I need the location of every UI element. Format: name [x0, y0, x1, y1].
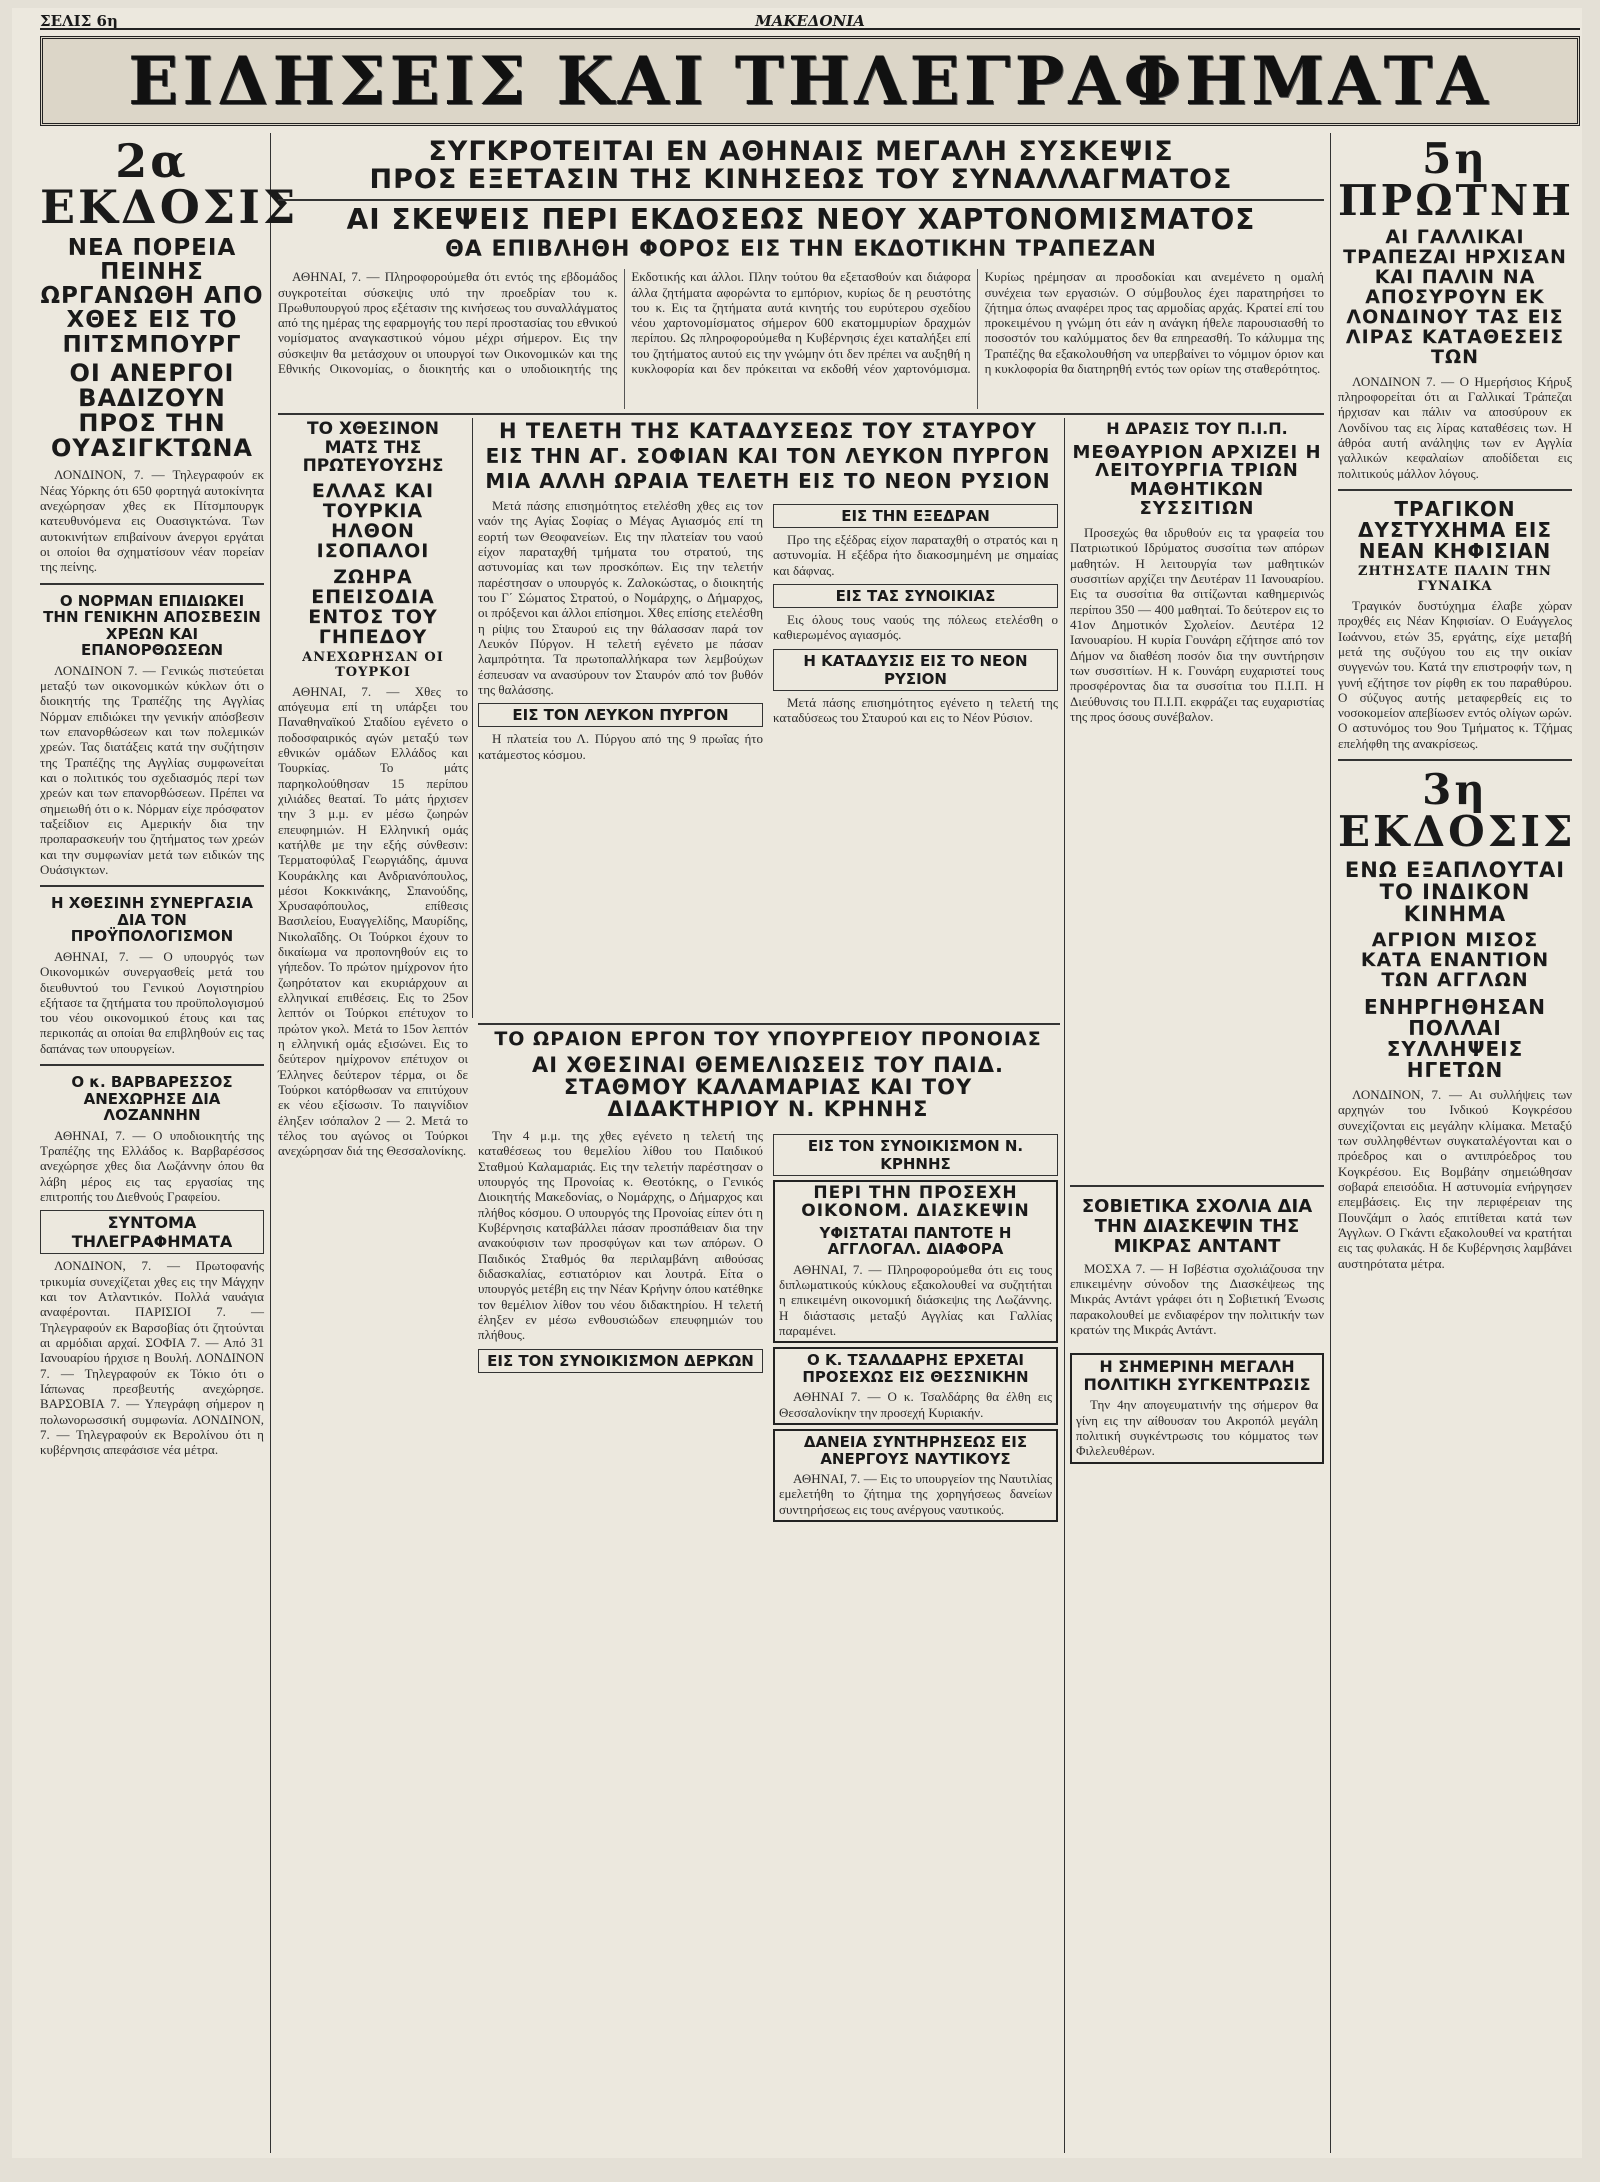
text-column — [773, 498, 1058, 762]
top-strip — [40, 8, 1580, 30]
boxed-article — [773, 1180, 1058, 1343]
kicker: ΖΗΤΗΣΑΤΕ ΠΑΛΙΝ ΤΗΝ ΓΥΝΑΙΚΑ — [1358, 563, 1552, 594]
page-number: ΣΕΛΙΣ 6η — [40, 12, 118, 30]
subheading: ΕΙΣ ΤΑΣ ΣΥΝΟΙΚΙΑΣ — [773, 584, 1058, 608]
divider — [1070, 1185, 1324, 1187]
article-columns — [478, 1128, 1058, 1526]
divider — [1338, 759, 1572, 761]
col-rule — [472, 418, 473, 1018]
edition-label: 3η ΕΚΔΟΣΙΣ — [1338, 765, 1576, 857]
headline: ΕΛΛΑΣ ΚΑΙ ΤΟΥΡΚΙΑ ΗΛΘΟΝ ΙΣΟΠΑΛΟΙ — [311, 480, 435, 562]
headline: ΥΦΙΣΤΑΤΑΙ ΠΑΝΤΟΤΕ Η ΑΓΓΛΟΓΑΛ. ΔΙΑΦΟΡΑ — [819, 1223, 1012, 1259]
divider — [478, 1023, 1060, 1025]
article-body: Προσεχώς θα ιδρυθούν εις τα γραφεία του Πατριωτικού Ιδρύματος συσσίτια των απόρων μαθητών. Η λειτουργία των μαθητικών συσσιτίων αρχίζει την Δευτέραν 11 Ιανουαρίου. Εις τα συσσίτια θα σιτίζωνται καθημερινώς περίπου 350 — 400 μαθηταί. Το δεύτερον εις το 41ον Δημοτικόν Σχολείον. Δευτέρα 12 Ιανουαρίου. Η κυρία Γουνάρη εζήτησε από τον Δήμον να διαθέση ποσόν δια την συντήρησιν των συσσιτίων. Η κ. Γουνάρη ευχαριστεί τους προσφέροντας δια τα συσσίτια του Π.Ι.Π. Η Διεύθυνσις του Π.Ι.Π. εκφράζει τας ευχαριστίας της προς όσους συνέβαλον. — [1070, 525, 1324, 725]
masthead — [40, 36, 1580, 126]
subheading: Η ΚΑΤΑΔΥΣΙΣ ΕΙΣ ΤΟ ΝΕΟΝ ΡΥΣΙΟΝ — [773, 649, 1058, 691]
divider — [40, 1064, 264, 1066]
headline: ΜΙΑ ΑΛΛΗ ΩΡΑΙΑ ΤΕΛΕΤΗ ΕΙΣ ΤΟ ΝΕΟΝ ΡΥΣΙΟΝ — [485, 469, 1051, 494]
divider — [1338, 489, 1572, 491]
headline: ΑΙ ΣΚΕΨΕΙΣ ΠΕΡΙ ΕΚΔΟΣΕΩΣ ΝΕΟΥ ΧΑΡΤΟΝΟΜΙΣΜΑΤΟΣ — [278, 199, 1324, 234]
headline: ΟΙ ΑΝΕΡΓΟΙ ΒΑΔΙΖΟΥΝ ΠΡΟΣ ΤΗΝ ΟΥΑΣΙΓΚΤΩΝΑ — [50, 358, 253, 463]
article-body: ΑΘΗΝΑΙ, 7. — Ο υπουργός των Οικονομικών συνεργασθείς μετά του διευθυντού του Γενικού Λογιστηρίου εξήτασε τα ζητήματα του προϋπολογισμού του νέου οικονομικού έτους και τας περικοπάς αι οποίαι θα επιβληθούν εις τας δαπάνας των υπουργείων. — [40, 948, 264, 1056]
left-column — [40, 134, 299, 2153]
headline: ΕΝΗΡΓΗΘΗΣΑΝ ΠΟΛΛΑΙ ΣΥΛΛΗΨΕΙΣ ΗΓΕΤΩΝ — [1364, 995, 1546, 1083]
article-body: ΛΟΝΔΙΝΟΝ, 7. — Αι συλλήψεις των αρχηγών του Ινδικού Κογκρέσου συνεχίζονται εις μεγάλην κλίμακα. Μεταξύ των συλληφθέντων συγκαταλέγονται και ο πρόεδρος και ο αντιπρόεδρος του Κογκρέσου. Εις Βομβάην σημειώθησαν σοβαρά επεισόδια. Η αστυνομία ενήργησεν επεμβάσεις. Εις την περιφέρειαν της Πουνζάμπ ο λαός επιτίθεται κατά των Άγγλων. Ο Γκάντι εξακολουθεί να κρατήται εις τας φυλακάς. Η δε Κυβέρνησις λαμβάνει αυστηρότατα μέτρα. — [1338, 1087, 1572, 1271]
article-body: ΑΘΗΝΑΙ, 7. — Ο υποδιοικητής της Τραπέζης της Ελλάδος κ. Βαρβαρέσσος ανεχώρησε χθες δια Λωζάννην όπου θα λάβη μέρος εις τας εργασίας της επιτροπής του Διεθνούς Γραφείου. — [40, 1127, 264, 1204]
center-top-story — [278, 138, 1324, 408]
article-body: ΑΘΗΝΑΙ 7. — Ο κ. Τσαλδάρης θα έλθη εις Θεσσαλονίκην την προσεχή Κυριακήν. — [779, 1389, 1052, 1420]
subheading: ΕΙΣ ΤΗΝ ΕΞΕΔΡΑΝ — [773, 504, 1058, 528]
headline: ΤΡΑΓΙΚΟΝ ΔΥΣΤΥΧΗΜΑ ΕΙΣ ΝΕΑΝ ΚΗΦΙΣΙΑΝ — [1357, 496, 1552, 563]
newspaper-page — [12, 8, 1582, 2158]
boxed-article — [773, 1429, 1058, 1522]
article-body: Προ της εξέδρας είχον παραταχθή ο στρατός και η αστυνομία. Η εξέδρα ήτο διακοσμημένη με σημαίας και δάφνας. — [773, 532, 1058, 578]
pip-column — [1070, 420, 1324, 2155]
headline: ΕΝΩ ΕΞΑΠΛΟΥΤΑΙ ΤΟ ΙΝΔΙΚΟΝ ΚΙΝΗΜΑ — [1344, 858, 1566, 927]
text-column — [478, 498, 763, 762]
headline: ΔΑΝΕΙΑ ΣΥΝΤΗΡΗΣΕΩΣ ΕΙΣ ΑΝΕΡΓΟΥΣ ΝΑΥΤΙΚΟΥΣ — [803, 1433, 1028, 1468]
article-body: Εις όλους τους ναούς της πόλεως ετελέσθη ο καθιερωμένος αγιασμός. — [773, 612, 1058, 643]
article-columns — [478, 498, 1058, 762]
headline: Η ΣΗΜΕΡΙΝΗ ΜΕΓΑΛΗ ΠΟΛΙΤΙΚΗ ΣΥΓΚΕΝΤΡΩΣΙΣ — [1083, 1357, 1311, 1394]
headline: Η ΔΡΑΣΙΣ ΤΟΥ Π.Ι.Π. — [1106, 419, 1288, 438]
edition-label: 5η ΠΡΩΤΝΗ — [1338, 134, 1574, 225]
headline: ΠΡΟΣ ΕΞΕΤΑΣΙΝ ΤΗΣ ΚΙΝΗΣΕΩΣ ΤΟΥ ΣΥΝΑΛΛΑΓΜΑΤΟΣ — [369, 164, 1233, 196]
masthead-title: ΕΙΔΗΣΕΙΣ ΚΑΙ ΤΗΛΕΓΡΑΦΗΜΑΤΑ — [128, 42, 1492, 120]
article-body: Τραγικόν δυστύχημα έλαβε χώραν προχθές εις Νέαν Κηφισίαν. Ο Ευάγγελος Ιωάννου, ετών 35, εργάτης, είχε μεταβή μετά της συζύγου του εις την οικίαν συγγενών του. Κατά την επιστροφήν των, η γυνή εζήτησε τον ρίφθη εκ του παραθύρου. Ο σύζυγος αυτής μεταφερθείς εις το νοσοκομείον απεβίωσεν εντός ολίγων ωρών. Ο αστυνόμος του 9ου Τμήματος κ. Τζήμας επελήφθη της ανακρίσεως. — [1338, 597, 1572, 751]
article-body: Την 4 μ.μ. της χθες εγένετο η τελετή της καταθέσεως του θεμελίου λίθου του Παιδικού Σταθμού Καλαμαριάς. Εις την τελετήν παρέστησαν ο υπουργός της Προνοίας κ. Θεοτόκης, ο Γενικός Διοικητής Μακεδονίας, ο Νομάρχης, ο Δήμαρχος και πλήθος κόσμου. Ο υπουργός της Προνοίας είπεν ότι η Κυβέρνησις καταβάλλει πάσαν προσπάθειαν δια την ανακούφισιν των προσφύγων και των απόρων. Ο Παιδικός Σταθμός θα περιλαμβάνη αιθούσας διδασκαλίας, εστιατόριον και λουτρά. Είτα ο υπουργός μετέβη εις την Νέαν Κρήνην όπου κατέθηκε τον θεμέλιον λίθον του νέου διδακτηρίου. Η τελετή έληξεν εν μέσω ενθουσιώδων επευφημιών του πλήθους. — [478, 1128, 763, 1343]
subheading: ΕΙΣ ΤΟΝ ΣΥΝΟΙΚΙΣΜΟΝ ΔΕΡΚΩΝ — [478, 1349, 763, 1373]
headline: Η ΤΕΛΕΤΗ ΤΗΣ ΚΑΤΑΔΥΣΕΩΣ ΤΟΥ ΣΤΑΥΡΟΥ — [499, 419, 1037, 443]
article-body: Μετά πάσης επισημότητος ετελέσθη χθες εις τον ναόν της Αγίας Σοφίας ο Μέγας Αγιασμός επί τη εορτή των Θεοφανείων. Εις την πλατείαν του ναού είχον παραταχθή τμήματα του στρατού, της αστυνομίας και των προσκόπων. Εις την τελετήν παρέστησαν ο υπουργός κ. Ζαλοκώστας, ο διοικητής του Γ΄ Σώματος Στρατού, ο Νομάρχης, ο Δήμαρχος, οι πρόξενοι και άλλοι επίσημοι. Χθες επίσης ετελέσθη η ρίψις του Σταυρού εις την θάλασσαν παρά τον Λευκόν Πύργον. Η τελετή εγένετο με πάσαν λαμπρότητα. Τα πρωτοπαλλήκαρα των λεμβούχων έσπευσαν να ανασύρουν τον Σταυρόν από τον βυθόν της θαλάσσης. — [478, 498, 763, 697]
headline: Ο Κ. ΤΣΑΛΔΑΡΗΣ ΕΡΧΕΤΑΙ ΠΡΟΣΕΧΩΣ ΕΙΣ ΘΕΣΣΝΙΚΗΝ — [802, 1351, 1029, 1386]
article-body: ΑΘΗΝΑΙ, 7. — Εις το υπουργείον της Ναυτιλίας εμελετήθη το ζήτημα της χορηγήσεως δανείων συντηρήσεως εις τους ανέργους ναυτικούς. — [779, 1471, 1052, 1517]
col-rule — [270, 133, 271, 2153]
subheading: ΕΙΣ ΤΟΝ ΛΕΥΚΟΝ ΠΥΡΓΟΝ — [478, 703, 763, 727]
article-body: ΛΟΝΔΙΝΟΝ 7. — Ο Ημερήσιος Κήρυξ πληροφορείται ότι αι Γαλλικαί Τράπεζαι ήρχισαν και πάλιν να αποσύρουν εκ Λονδίνου τας εις λίρας καταθέσεις των. Η άθρόα αυτή ανάληψις των εν Αγγλία γαλλικών κεφαλαίων αποδίδεται εις πολιτικούς μάλλον λόγους. — [1338, 373, 1572, 481]
football-article — [278, 420, 468, 1580]
top-rule — [40, 28, 1580, 30]
kicker: ΑΝΕΧΩΡΗΣΑΝ ΟΙ ΤΟΥΡΚΟΙ — [302, 649, 444, 680]
headline: ΖΩΗΡΑ ΕΠΕΙΣΟΔΙΑ ΕΝΤΟΣ ΤΟΥ ΓΗΠΕΔΟΥ — [308, 565, 438, 648]
headline: ΣΟΒΙΕΤΙΚΑ ΣΧΟΛΙΑ ΔΙΑ ΤΗΝ ΔΙΑΣΚΕΨΙΝ ΤΗΣ ΜΙΚΡΑΣ ΑΝΤΑΝΤ — [1081, 1196, 1313, 1257]
article-body: ΛΟΝΔΙΝΟΝ, 7. — Τηλεγραφούν εκ Νέας Υόρκης ότι 650 φορτηγά αυτοκίνητα ανεχώρησαν χθες εκ Πίτσμπουργκ κατευθυνόμενα εις Ουασιγκτώνα. Των αυτοκινήτων επιβαίνουν άνεργοι εργάται οι οποίοι θα σχηματίσουν νέαν πορείαν της πείνης. — [40, 467, 264, 575]
headline: ΑΙ ΧΘΕΣΙΝΑΙ ΘΕΜΕΛΙΩΣΕΙΣ ΤΟΥ ΠΑΙΔ. ΣΤΑΘΜΟΥ ΚΑΛΑΜΑΡΙΑΣ ΚΑΙ ΤΟΥ ΔΙΔΑΚΤΗΡΙΟΥ Ν. ΚΡΗΝΗΣ — [532, 1052, 1004, 1122]
headline: ΣΥΝΤΟΜΑ ΤΗΛΕΓΡΑΦΗΜΑΤΑ — [40, 1210, 264, 1254]
article-body: ΑΘΗΝΑΙ, 7. — Χθες το απόγευμα επί τη υπάρξει του Παναθηναϊκού Σταδίου εγένετο ο ποδοσφαιρικός αγών μεταξύ των εθνικών ομάδων Ελλάδος και Τουρκίας. Το μάτς παρηκολούθησαν 15 περίπου χιλιάδες θεαταί. Το μάτς ήρχισεν την 3 μ.μ. εν μέσω ζωηρών επευφημιών. Η Ελληνική ομάς κατήλθε με την εξής σύνθεσιν: Τερματοφύλαξ Γεωργιάδης, άμυνα Κουράκλης και Ανδριανόπουλος, μέσοι Κοκκινάκης, Σπανούδης, Χρυσαφόπουλος, επίθεσις Βασιλείου, Ευαγγελίδης, Μαυρίδης, Νικολαΐδης. Οι Τούρκοι έχουν το δικαίωμα να προπονηθούν εις το γήπεδον. Το πρώτον ημίχρονον ήτο ζωηρότατον και εκυριάρχουν αι ελληνικαί επιθέσεις. Εις το 25ον λεπτόν οι Τούρκοι επέτυχον το πρώτον γκολ. Μετά το 15ον λεπτόν η ελληνική ομάς εξισώνει. Εις το δεύτερον ημίχρονον επέτυχον οι Έλληνες δεύτερον τέρμα, οι δε Τούρκοι κατόρθωσαν να επιτύχουν εκ νέου εξίσωσιν. Το παιγνίδιον έληξεν ισόπαλον 2 — 2. Μετά το τέλος του αγώνος οι Τούρκοι ανεχώρησαν διά της Θεσσαλονίκης. — [278, 683, 468, 1159]
article-body: ΑΘΗΝΑΙ, 7. — Πληροφορούμεθα ότι εντός της εβδομάδος συγκροτείται σύσκεψις υπό την προεδρίαν του κ. Πρωθυπουργού προς εξέτασιν της κινήσεως του συναλλάγματος από της ημέρας της εφαρμογής του περί προστασίας του εθνικού νομίσματος αναγκαστικού νόμου μέχρι σήμερον. Εις την σύσκεψιν θα μετάσχουν οι υπουργοί των Οικονομικών και της Εθνικής Οικονομίας, ο διοικητής και ο υποδιοικητής της Εκδοτικής και άλλοι. Πλην τούτου θα εξετασθούν και διάφορα άλλα ζητήματα αφορώντα το εμπόριον, κυρίως δε η ρευστότης του κ. Εις τα ζητήματα αυτά κινητής του ευρύτερου σχεδίου νέου χαρτονομίσματος σήμερον 600 εκατομμυρίων δραχμών περίπου. Ως πληροφορούμεθα η Κυβέρνησις έχει καταλήξει επί του ζητήματος αυτού εις την γνώμην ότι δεν πρέπει να αυξηθή η κυκλοφορία και δεν πρόκειται να εκδοθή νέον χαρτονόμισμα. Κυρίως ηρέμησαν αι προσδοκίαι και ανεμένετο η ομαλή συνέχεια των εργασιών. Ο σύμβουλος έχει παρατηρήσει το ζήτημα όπως αναφέρει προς τας αρμοδίας αρχάς. Κρατεί επί του προκειμένου η γνώμη ότι εάν η ανάγκη ήθελε παρουσιασθή το ποσοστόν του καλύμματος δεν θα επηρεασθή. Το κάλυμμα της Τραπέζης θα εξακολουθήση να υπερβαίνει το νόμιμον όριον και η κυκλοφορία θα διατηρηθή εντός των ορίων της σταθερότητος. — [278, 269, 1324, 377]
text-column — [773, 1128, 1058, 1526]
subheading: ΕΙΣ ΤΟΝ ΣΥΝΟΙΚΙΣΜΟΝ Ν. ΚΡΗΝΗΣ — [773, 1134, 1058, 1176]
text-column — [478, 1128, 763, 1526]
headline: ΜΕΘΑΥΡΙΟΝ ΑΡΧΙΖΕΙ Η ΛΕΙΤΟΥΡΓΙΑ ΤΡΙΩΝ ΜΑΘΗΤΙΚΩΝ ΣΥΣΣΙΤΙΩΝ — [1072, 441, 1322, 520]
col-rule — [1330, 133, 1331, 2153]
cross-ceremony-article — [478, 420, 1058, 1020]
article-body: ΛΟΝΔΙΝΟΝ 7. — Γενικώς πιστεύεται μεταξύ των οικονομικών κύκλων ότι ο διοικητής της Τραπέζης της Αγγλίας Νόρμαν επιδιώκει την γενικήν απόσβεσιν των επανορθώσεων και των πολεμικών χρεών. Τας διατάξεις κατά την συζήτησιν της Τραπέζης της Αγγλίας συμφωνείται και ο πολιτικός του σχεδιασμός περί των χρεών και των επανορθώσεων. Πρέπει να σημειωθή ότι ο κ. Νόρμαν είχε πρόσφατον ταξείδιον εις Αμερικήν δια την προπαρασκευήν του ζητήματος των χρεών και την συμφωνίαν μετά των ειδικών της Ουάσιγκτων. — [40, 662, 264, 878]
pronoia-article — [478, 1030, 1058, 2153]
divider — [40, 583, 264, 585]
headline: Η ΧΘΕΣΙΝΗ ΣΥΝΕΡΓΑΣΙΑ ΔΙΑ ΤΟΝ ΠΡΟΫΠΟΛΟΓΙΣΜΟΝ — [50, 894, 253, 946]
headline: Ο ΝΟΡΜΑΝ ΕΠΙΔΙΩΚΕΙ ΤΗΝ ΓΕΝΙΚΗΝ ΑΠΟΣΒΕΣΙΝ ΧΡΕΩΝ ΚΑΙ ΕΠΑΝΟΡΘΩΣΕΩΝ — [43, 591, 261, 660]
divider — [40, 885, 264, 887]
article-body: Μετά πάσης επισημότητος εγένετο η τελετή της καταδύσεως του Σταυρού και εις το Νέον Ρύσιον. — [773, 694, 1058, 726]
article-body: Η πλατεία του Λ. Πύργου από της 9 πρωΐας ήτο κατάμεστος κόσμου. — [478, 731, 763, 762]
boxed-article — [1070, 1353, 1324, 1464]
article-body: ΜΟΣΧΑ 7. — Η Ισβέστια σχολιάζουσα την επικειμένην σύνοδον της Διασκέψεως της Μικράς Αντάντ γράφει ότι η Σοβιετική Ένωσις παρακολουθεί με ενδιαφέρον την πολιτικήν των κρατών της Μικράς Αντάντ. — [1070, 1260, 1324, 1337]
headline: ΤΟ ΧΘΕΣΙΝΟΝ ΜΑΤΣ ΤΗΣ ΠΡΩΤΕΥΟΥΣΗΣ — [302, 419, 444, 477]
paper-name: ΜΑΚΕΔΟΝΙΑ — [755, 12, 865, 30]
boxed-article — [773, 1347, 1058, 1425]
headline: ΕΙΣ ΤΗΝ ΑΓ. ΣΟΦΙΑΝ ΚΑΙ ΤΟΝ ΛΕΥΚΟΝ ΠΥΡΓΟΝ — [485, 444, 1051, 469]
divider — [278, 413, 1324, 415]
right-column — [1338, 134, 1576, 2153]
edition-label: 2α ΕΚΔΟΣΙΣ — [40, 134, 299, 234]
article-body: ΛΟΝΔΙΝΟΝ, 7. — Πρωτοφανής τρικυμία συνεχίζεται χθες εις την Μάγχην και τον Ατλαντικόν. Πολλά ναυάγια αναφέρονται. ΠΑΡΙΣΙΟΙ 7. — Τηλεγραφούν εκ Βαρσοβίας ότι ζητούνται αι αρμόδιαι αρχαί. ΣΟΦΙΑ 7. — Από 31 Ιανουαρίου ήρχισε η Βουλή. ΛΟΝΔΙΝΟΝ 7. — Τηλεγραφούν εκ Τόκιο ότι ο Ιάπωνας πρεσβευτής ανεχώρησε. ΒΑΡΣΟΒΙΑ 7. — Υπεγράφη σήμερον η πολωνορωσσική συμφωνία. ΛΟΝΔΙΝΟΝ, 7. — Τηλεγραφούν εκ Βερολίνου ότι η κυβέρνησις απεφάσισε νέα μέτρα. — [40, 1258, 264, 1458]
headline: Ο κ. ΒΑΡΒΑΡΕΣΣΟΣ ΑΝΕΧΩΡΗΣΕ ΔΙΑ ΛΟΖΑΝΝΗΝ — [71, 1073, 233, 1125]
headline: ΑΙ ΓΑΛΛΙΚΑΙ ΤΡΑΠΕΖΑΙ ΗΡΧΙΣΑΝ ΚΑΙ ΠΑΛΙΝ ΝΑ ΑΠΟΣΥΡΟΥΝ ΕΚ ΛΟΝΔΙΝΟΥ ΤΑΣ ΕΙΣ ΛΙΡΑΣ ΚΑΤΑΘΕΣΕΙΣ ΤΩΝ — [1343, 226, 1567, 368]
headline: ΤΟ ΩΡΑΙΟΝ ΕΡΓΟΝ ΤΟΥ ΥΠΟΥΡΓΕΙΟΥ ΠΡΟΝΟΙΑΣ — [494, 1028, 1042, 1050]
headline: ΣΥΓΚΡΟΤΕΙΤΑΙ ΕΝ ΑΘΗΝΑΙΣ ΜΕΓΑΛΗ ΣΥΣΚΕΨΙΣ — [428, 136, 1174, 167]
article-body: Την 4ην απογευματινήν της σήμερον θα γίνη εις την αίθουσαν του Ακροπόλ μεγάλη πολιτική συγκέντρωσις του κόμματος των Φιλελευθέρων. — [1076, 1397, 1318, 1459]
headline: ΘΑ ΕΠΙΒΛΗΘΗ ΦΟΡΟΣ ΕΙΣ ΤΗΝ ΕΚΔΟΤΙΚΗΝ ΤΡΑΠΕΖΑΝ — [445, 237, 1157, 263]
headline: ΠΕΡΙ ΤΗΝ ΠΡΟΣΕΧΗ ΟΙΚΟΝΟΜ. ΔΙΑΣΚΕΨΙΝ — [801, 1183, 1030, 1221]
headline: ΑΓΡΙΟΝ ΜΙΣΟΣ ΚΑΤΑ ΕΝΑΝΤΙΟΝ ΤΩΝ ΑΓΓΛΩΝ — [1360, 929, 1550, 992]
article-body: ΑΘΗΝΑΙ, 7. — Πληροφορούμεθα ότι εις τους διπλωματικούς κύκλους εξακολουθεί να συζητήται η επικειμένη οικονομική διάσκεψις της Λωζάννης. Η διάστασις μεταξύ Αγγλίας και Γαλλίας παραμένει. — [779, 1261, 1052, 1339]
col-rule — [1064, 418, 1065, 2153]
headline: ΝΕΑ ΠΟΡΕΙΑ ΠΕΙΝΗΣ ΩΡΓΑΝΩΘΗ ΑΠΟ ΧΘΕΣ ΕΙΣ ΤΟ ΠΙΤΣΜΠΟΥΡΓ — [40, 235, 264, 358]
